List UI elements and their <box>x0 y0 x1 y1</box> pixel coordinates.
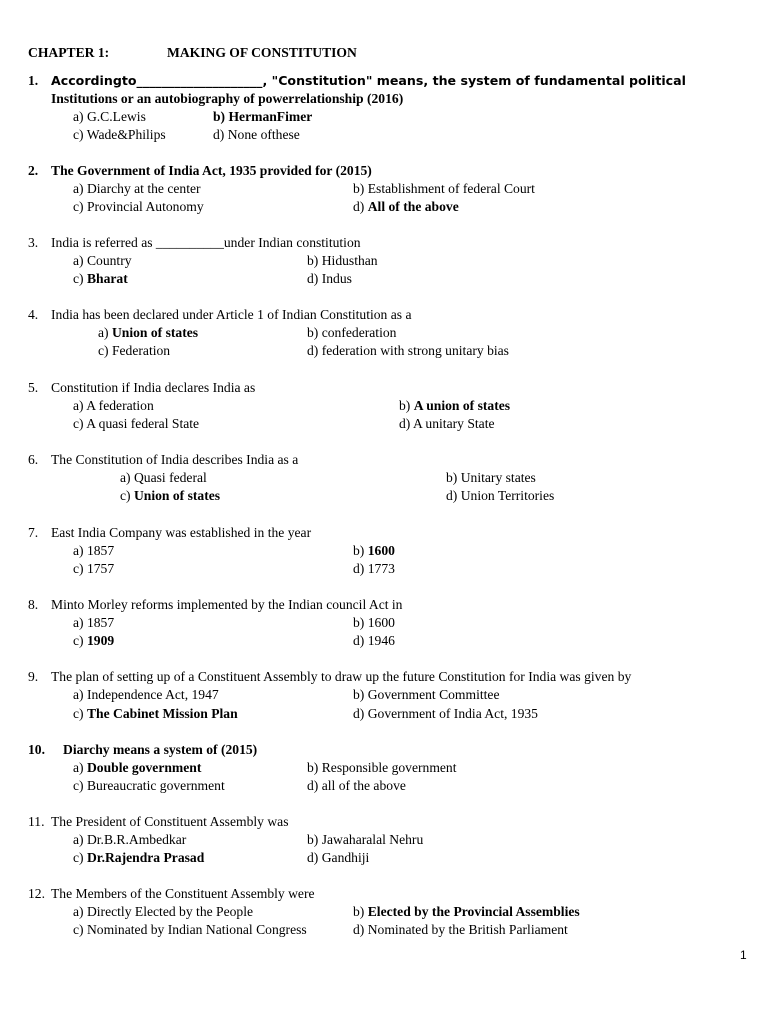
option-b: b) Responsible government <box>307 760 457 775</box>
option-d: d) all of the above <box>307 778 406 793</box>
option-a: a) Country <box>73 253 132 268</box>
option-d: d) Nominated by the British Parliament <box>353 922 568 937</box>
option-prefix: b) <box>399 398 414 413</box>
question-text: East India Company was established in the year <box>51 525 312 540</box>
question-number: 12. <box>28 886 45 901</box>
option-prefix: b) <box>353 904 368 919</box>
question-text: The President of Constituent Assembly was <box>51 814 289 829</box>
question-text: India is referred as __________under Indian constitution <box>51 235 361 250</box>
option-c: c) Provincial Autonomy <box>73 199 204 214</box>
question-text: Minto Morley reforms implemented by the Indian council Act in <box>51 597 403 612</box>
option-a: a) 1857 <box>73 615 115 630</box>
option-b <box>353 903 580 921</box>
answer-text: The Cabinet Mission Plan <box>86 706 238 721</box>
question-text: The Government of India Act, 1935 provided for (2015) <box>51 163 372 178</box>
option-b <box>353 542 395 560</box>
option-prefix: d) <box>353 199 368 214</box>
question-number: 1. <box>28 73 39 88</box>
option-a: a) 1857 <box>73 543 115 558</box>
question-number: 11. <box>28 814 45 829</box>
option-b: b) Hidusthan <box>307 253 378 268</box>
option-a: a) A federation <box>73 398 154 413</box>
question-text: The plan of setting up of a Constituent Assembly to draw up the future Constitution for India was given by <box>51 669 632 684</box>
option-d: d) 1946 <box>353 633 395 648</box>
option-d: d) Indus <box>307 271 352 286</box>
option-a: a) Quasi federal <box>120 470 207 485</box>
answer-text: Union of states <box>111 325 199 340</box>
option-b: b) Jawaharalal Nehru <box>307 832 424 847</box>
option-b-answer: b) HermanFimer <box>213 109 313 124</box>
question-number: 3. <box>28 235 39 250</box>
answer-text: Elected by the Provincial Assemblies <box>367 904 580 919</box>
option-a: a) G.C.Lewis <box>73 109 146 124</box>
question-number: 2. <box>28 163 39 178</box>
answer-text: Double government <box>86 760 202 775</box>
option-d: d) Government of India Act, 1935 <box>353 706 538 721</box>
option-c <box>73 632 114 650</box>
chapter-title: MAKING OF CONSTITUTION <box>167 45 357 60</box>
question-text: India has been declared under Article 1 of Indian Constitution as a <box>51 307 412 322</box>
option-prefix: a) <box>73 760 87 775</box>
option-prefix: c) <box>120 488 134 503</box>
option-prefix: c) <box>73 850 87 865</box>
option-c: c) Bureaucratic government <box>73 778 225 793</box>
option-c <box>73 270 128 288</box>
option-d: d) 1773 <box>353 561 395 576</box>
option-c: c) 1757 <box>73 561 115 576</box>
answer-text: Dr.Rajendra Prasad <box>86 850 205 865</box>
option-b: b) 1600 <box>353 615 395 630</box>
option-c: c) Federation <box>98 343 171 358</box>
answer-text: A union of states <box>413 398 511 413</box>
option-d: d) None ofthese <box>213 127 300 142</box>
chapter-label: CHAPTER 1: <box>28 45 110 60</box>
option-a: a) Independence Act, 1947 <box>73 687 219 702</box>
answer-text: 1909 <box>86 633 115 648</box>
option-c: c) A quasi federal State <box>73 416 200 431</box>
option-a: a) Dr.B.R.Ambedkar <box>73 832 187 847</box>
option-prefix: b) <box>353 543 368 558</box>
question-text: Constitution if India declares India as <box>51 380 256 395</box>
question-text: Diarchy means a system of (2015) <box>63 742 258 757</box>
question-text-continued: Institutions or an autobiography of powerrelationship (2016) <box>51 91 404 106</box>
option-d: d) federation with strong unitary bias <box>307 343 509 358</box>
option-b: b) Establishment of federal Court <box>353 181 535 196</box>
answer-text: All of the above <box>367 199 459 214</box>
option-c <box>73 705 238 723</box>
option-prefix: a) <box>98 325 112 340</box>
page-number: 1 <box>740 948 747 962</box>
question-number: 10. <box>28 742 45 757</box>
option-b: b) Government Committee <box>353 687 500 702</box>
option-c: c) Nominated by Indian National Congress <box>73 922 307 937</box>
option-d: d) A unitary State <box>399 416 495 431</box>
option-b: b) confederation <box>307 325 397 340</box>
option-b <box>399 397 510 415</box>
option-a <box>73 759 201 777</box>
question-number: 4. <box>28 307 39 322</box>
answer-text: Union of states <box>133 488 221 503</box>
option-d <box>353 198 459 216</box>
question-text: The Constitution of India describes India as a <box>51 452 299 467</box>
option-a: a) Diarchy at the center <box>73 181 201 196</box>
option-c: c) Wade&Philips <box>73 127 166 142</box>
option-c <box>120 487 220 505</box>
question-number: 8. <box>28 597 39 612</box>
option-c <box>73 849 204 867</box>
option-prefix: c) <box>73 633 87 648</box>
answer-text: 1600 <box>367 543 395 558</box>
option-a <box>98 324 198 342</box>
question-number: 5. <box>28 380 39 395</box>
option-prefix: c) <box>73 706 87 721</box>
question-number: 7. <box>28 525 39 540</box>
question-text: The Members of the Constituent Assembly were <box>51 886 315 901</box>
question-text: Accordingto____________________, "Constitution" means, the system of fundamental political <box>51 73 686 88</box>
question-number: 6. <box>28 452 39 467</box>
option-b: b) Unitary states <box>446 470 536 485</box>
option-a: a) Directly Elected by the People <box>73 904 254 919</box>
option-d: d) Union Territories <box>446 488 555 503</box>
answer-text: Bharat <box>86 271 128 286</box>
question-number: 9. <box>28 669 39 684</box>
option-prefix: c) <box>73 271 87 286</box>
option-d: d) Gandhiji <box>307 850 370 865</box>
